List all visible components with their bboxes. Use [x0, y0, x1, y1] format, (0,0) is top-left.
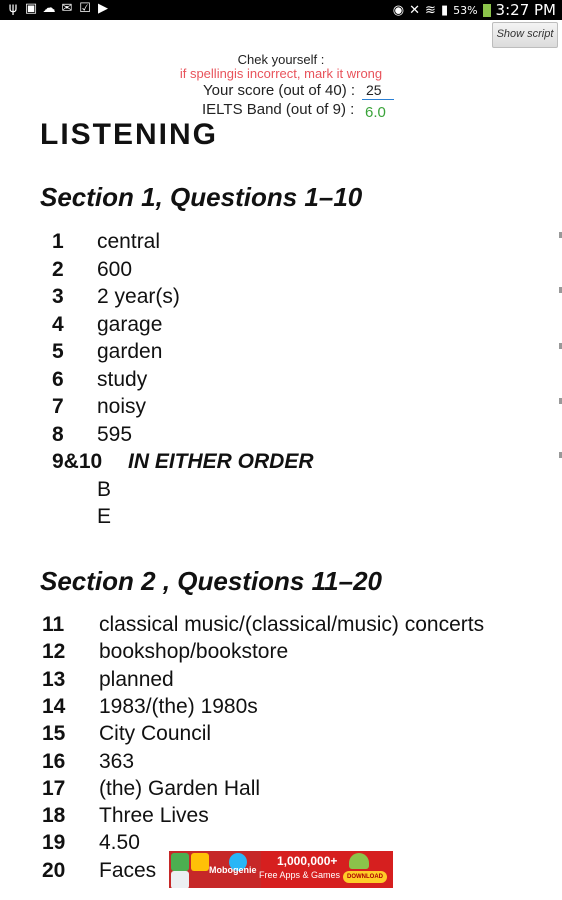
question-number: 12: [42, 640, 66, 664]
question-number: 5: [52, 340, 64, 363]
android-robot-icon: [349, 853, 369, 869]
section2-heading: Section 2 , Questions 11–20: [40, 566, 382, 596]
answer-text: garage: [97, 312, 163, 336]
list-item: [0, 748, 560, 775]
list-item: [0, 611, 560, 638]
answer-text: bookshop/bookstore: [99, 640, 289, 664]
question-number: 16: [42, 749, 66, 773]
list-item: [0, 228, 560, 255]
answer-text: City Council: [99, 722, 212, 746]
question-number: 9&10: [52, 450, 103, 473]
image-icon: ▣: [24, 1, 38, 16]
ad-download-button[interactable]: DOWNLOAD: [343, 871, 387, 883]
checkbox-icon: ☑: [79, 1, 91, 16]
list-item: [0, 448, 560, 475]
cloud-upload-icon: ☁: [42, 1, 56, 16]
app-tile-icon: [171, 871, 189, 888]
ad-brand: Mobogenie: [209, 865, 257, 875]
list-item: [0, 311, 560, 338]
list-item: [0, 421, 560, 448]
list-item: [0, 256, 560, 283]
battery-percent: 53%: [453, 3, 478, 17]
question-number: 1: [52, 230, 64, 253]
section1-heading: Section 1, Questions 1–10: [40, 182, 363, 212]
answer-text: noisy: [97, 395, 147, 418]
ad-tagline: Free Apps & Games: [259, 870, 341, 880]
page-title: LISTENING: [40, 118, 219, 151]
list-item: [0, 393, 560, 420]
notification-icons: [6, 2, 110, 16]
list-item: [0, 720, 560, 747]
question-number: 4: [52, 312, 64, 336]
list-item: [0, 338, 560, 365]
ad-banner[interactable]: [169, 851, 393, 888]
eye-icon: ◉: [392, 2, 405, 18]
answer-text: classical music/(classical/music) concerts: [99, 613, 485, 636]
list-item: [0, 366, 560, 393]
band-label: IELTS Band (out of 9) :: [202, 101, 355, 118]
mute-icon: ✕: [409, 2, 421, 18]
system-tray: [393, 0, 556, 20]
app-tile-icon: [171, 853, 189, 871]
question-number: 18: [42, 804, 66, 828]
question-number: 17: [42, 776, 66, 800]
answer-text: (the) Garden Hall: [99, 776, 261, 800]
list-item: [0, 503, 560, 530]
score-label: Your score (out of 40) :: [203, 82, 356, 99]
question-number: 6: [52, 367, 64, 391]
answer-text: 4.50: [99, 831, 140, 855]
answer-text: 2 year(s): [97, 285, 180, 308]
list-item: [0, 476, 560, 503]
spelling-warning: if spellingis incorrect, mark it wrong: [179, 66, 383, 81]
usb-icon: ψ: [8, 1, 18, 16]
play-store-icon: ▶: [98, 1, 108, 16]
list-item: [0, 638, 560, 665]
question-number: 20: [42, 858, 66, 882]
question-number: 14: [42, 694, 66, 718]
status-bar: [0, 0, 562, 20]
answer-text: planned: [99, 667, 174, 691]
question-number: 11: [42, 613, 65, 636]
answer-text: Three Lives: [99, 804, 209, 828]
question-number: 13: [42, 667, 66, 691]
question-number: 3: [52, 285, 64, 308]
answer-text: central: [97, 230, 161, 253]
answer-text: IN EITHER ORDER: [128, 450, 314, 473]
score-input[interactable]: [362, 81, 394, 100]
band-value: 6.0: [365, 104, 386, 121]
list-item: [0, 283, 560, 310]
answer-text: 363: [99, 749, 135, 773]
question-number: 8: [52, 422, 64, 446]
answer-text: E: [97, 505, 112, 528]
answer-text: study: [97, 367, 148, 391]
battery-icon: [483, 4, 491, 17]
wifi-icon: ≋: [425, 2, 436, 18]
ad-count: 1,000,000+: [277, 854, 338, 868]
list-item: [0, 666, 560, 693]
email-icon: ✉: [61, 1, 73, 16]
list-item: [0, 693, 560, 720]
question-number: 15: [42, 722, 66, 746]
answer-text: B: [97, 477, 112, 501]
check-title: Chek yourself :: [237, 52, 325, 67]
show-script-button[interactable]: Show script: [492, 22, 558, 48]
question-number: 19: [42, 831, 66, 855]
question-number: 2: [52, 257, 64, 281]
answer-text: 595: [97, 422, 133, 446]
answer-text: 600: [97, 257, 133, 281]
clock: 3:27 PM: [495, 1, 556, 19]
app-tile-icon: [191, 853, 209, 871]
signal-icon: ▮: [440, 2, 449, 18]
question-number: 7: [52, 395, 64, 418]
list-item: [0, 802, 560, 829]
ad-app-tiles: [169, 851, 261, 888]
answer-text: garden: [97, 340, 163, 363]
answer-text: 1983/(the) 1980s: [99, 694, 258, 718]
answer-text: Faces: [99, 858, 157, 882]
list-item: [0, 775, 560, 802]
